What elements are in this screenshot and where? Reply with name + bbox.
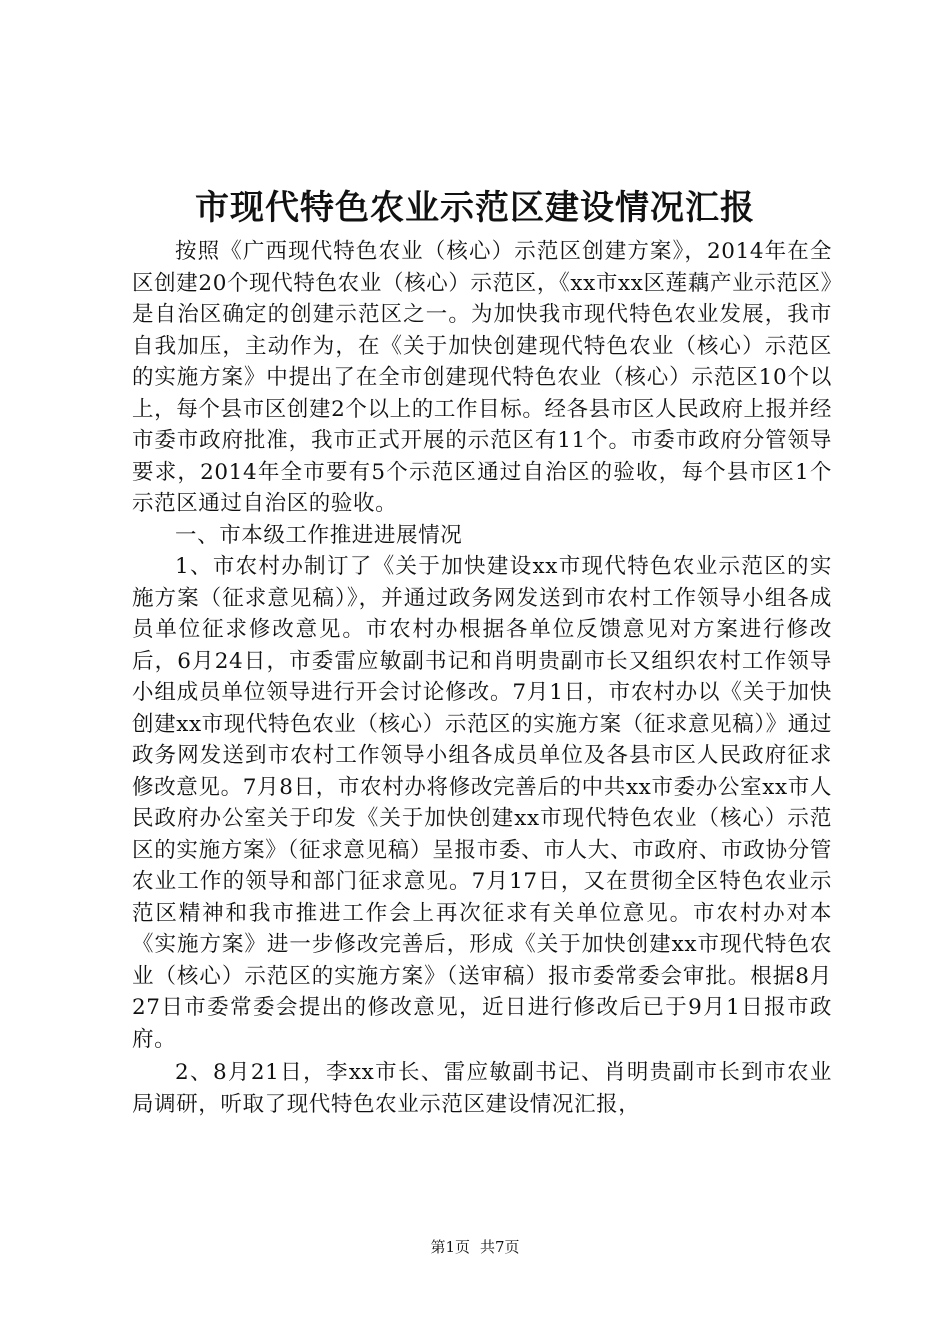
page-number: 第1页 (430, 1238, 470, 1256)
page-footer (0, 1236, 950, 1258)
paragraph-item-2: 2、8月21日，李xx市长、雷应敏副书记、肖明贵副市长到市农业局调研，听取了现代特色农业示范区建设情况汇报， (132, 1060, 832, 1117)
document-title: 市现代特色农业示范区建设情况汇报 (195, 188, 755, 228)
paragraph-item-1: 1、市农村办制订了《关于加快建设xx市现代特色农业示范区的实施方案（征求意见稿）》，并通过政务网发送到市农村工作领导小组各成员单位征求修改意见。市农村办根据各单位反馈意见对方案进行修改后，6月24日，市委雷应敏副书记和肖明贵副市长又组织农村工作领导小组成员单位领导进行开会讨论修改。7月1日，市农村办以《关于加快创建xx市现代特色农业（核心）示范区的实施方案（征求意见稿）》通过政务网发送到市农村工作领导小组各成员单位及各县市区人民政府征求修改意见。7月8日，市农村办将修改完善后的中共xx市委办公室xx市人民政府办公室关于印发《关于加快创建xx市现代特色农业（核心）示范区的实施方案》（征求意见稿）呈报市委、市人大、市政府、市政协分管农业工作的领导和部门征求意见。7月17日，又在贯彻全区特色农业示范区精神和我市推进工作会上再次征求有关单位意见。市农村办对本《实施方案》进一步修改完善后，形成《关于加快创建xx市现代特色农业（核心）示范区的实施方案》（送审稿）报市委常委会审批。根据8月27日市委常委会提出的修改意见，近日进行修改后已于9月1日报市政府。 (132, 554, 832, 1052)
paragraph-intro: 按照《广西现代特色农业（核心）示范区创建方案》，2014年在全区创建20个现代特色农业（核心）示范区，《xx市xx区莲藕产业示范区》是自治区确定的创建示范区之一。为加快我市现代特色农业发展，我市自我加压，主动作为，在《关于加快创建现代特色农业（核心）示范区的实施方案》中提出了在全市创建现代特色农业（核心）示范区10个以上，每个县市区创建2个以上的工作目标。经各县市区人民政府上报并经市委市政府批准，我市正式开展的示范区有11个。市委市政府分管领导要求，2014年全市要有5个示范区通过自治区的验收，每个县市区1个示范区通过自治区的验收。 (132, 239, 832, 516)
page-total: 共7页 (480, 1238, 520, 1256)
section-heading: 一、市本级工作推进进展情况 (175, 522, 463, 548)
document-body (132, 236, 832, 1120)
